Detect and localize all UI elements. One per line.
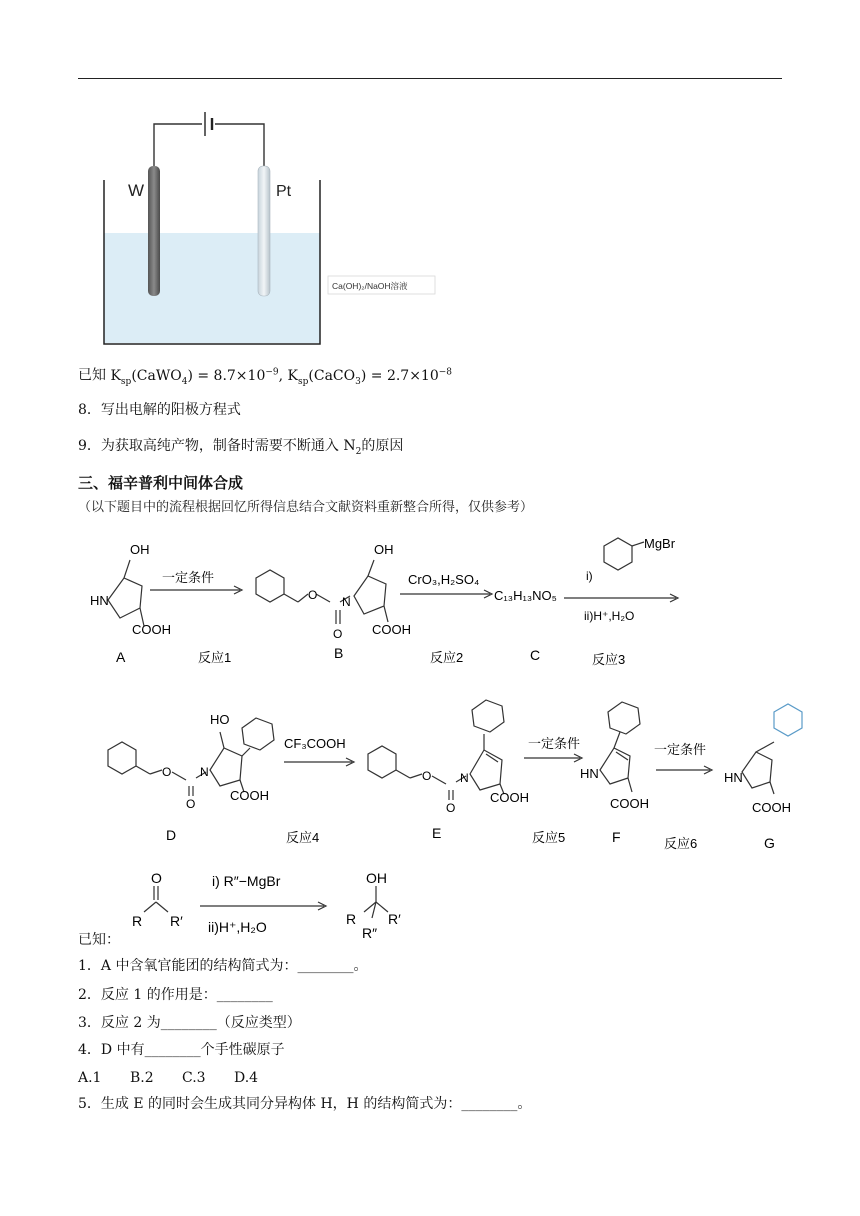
compound-f-hn: HN	[580, 766, 599, 781]
compound-f-ring	[600, 748, 630, 784]
ksp-caco3-exponent: −8	[438, 367, 453, 377]
header-rule	[78, 78, 782, 79]
compound-c-label: C	[530, 647, 541, 663]
compound-f-phenyl	[608, 702, 640, 734]
compound-b-n: N	[342, 595, 351, 609]
question-3-2	[78, 985, 273, 1005]
compound-a-cooh: COOH	[132, 622, 171, 637]
option-c: C.3	[182, 1070, 206, 1086]
answer-blank: ________	[297, 958, 354, 974]
compound-c-formula: C₁₃H₁₃NO₅	[494, 588, 557, 603]
section-3-note: （以下题目中的流程根据回忆所得信息结合文献资料重新整合所得，仅供参考）	[78, 500, 534, 515]
compound-d-n: N	[200, 765, 209, 779]
compound-a-label: A	[116, 649, 126, 665]
compound-g-label: G	[764, 835, 775, 851]
question-9-suffix: 的原因	[361, 438, 404, 454]
question-3-4	[78, 1040, 285, 1060]
question-3-5-text: 5．生成 E 的同时会生成其同分异构体 H，H 的结构简式为：	[78, 1096, 462, 1112]
known-product-r: R	[346, 911, 357, 927]
question-3-3	[78, 1013, 301, 1033]
grignard-phenyl	[604, 538, 632, 570]
compound-d-ho: HO	[210, 712, 230, 727]
platinum-electrode	[258, 166, 270, 296]
known-r: R	[132, 913, 143, 929]
known-product-r-double: R″	[362, 925, 378, 941]
question-3-1	[78, 956, 367, 976]
known-step-2: ii)H⁺,H₂O	[208, 919, 267, 935]
answer-blank: ________	[461, 1096, 518, 1112]
compound-g-cyclohexyl	[774, 704, 802, 736]
reaction-6-label: 反应6	[664, 836, 698, 851]
known-grignard-reaction	[128, 866, 428, 946]
question-3-1-suffix: 。	[353, 958, 368, 974]
electrolyte-solution	[104, 233, 320, 343]
known-ksp-line: 已知 $K_{sp}(CaWO_4) = 8.7\times 10^{-9}$, $K_{sp}(CaCO_3) = 2.7\times 10^{-8}$	[78, 367, 453, 387]
solution-label: Ca(OH)₂/NaOH溶液	[332, 281, 408, 291]
reaction-3-step2: ii)H⁺,H₂O	[584, 609, 635, 623]
compound-a-ring	[108, 578, 142, 618]
compound-b-benzene	[256, 570, 284, 602]
answer-blank: ________	[144, 1042, 201, 1058]
scheme-row-2	[100, 690, 810, 860]
reagent-mgbr: MgBr	[644, 536, 676, 551]
compound-b-label: B	[334, 645, 344, 661]
compound-f-label: F	[612, 829, 621, 845]
answer-blank: ________	[216, 987, 273, 1003]
condition-reaction-6: 一定条件	[654, 742, 707, 757]
compound-a-oh: OH	[130, 542, 150, 557]
compound-d-label: D	[166, 827, 177, 843]
known-product-r-prime: R′	[388, 911, 401, 927]
known-r-prime: R′	[170, 913, 183, 929]
option-a: A.1	[78, 1070, 102, 1086]
known-step-1: i) R″−MgBr	[212, 873, 281, 889]
compound-d-phenyl	[242, 718, 274, 750]
compound-b-carbonyl-o: O	[333, 627, 343, 641]
compound-e-o: O	[422, 769, 432, 783]
ksp-cawo4-label: CaWO	[136, 367, 182, 384]
ksp-caco3-value: 2.7×10	[386, 367, 439, 384]
question-3-3-suffix: （反应类型）	[216, 1015, 301, 1031]
compound-e-carbonyl-o: O	[446, 801, 456, 815]
question-3-5	[78, 1094, 531, 1114]
reaction-3-step1: i)	[586, 569, 593, 583]
known-label: 已知：	[78, 932, 120, 948]
known-prefix: 已知	[78, 367, 106, 384]
question-3-4-options	[78, 1068, 258, 1088]
tungsten-electrode	[148, 166, 160, 296]
electrolysis-figure	[78, 100, 458, 350]
compound-g-hn: HN	[724, 770, 743, 785]
compound-b-oh: OH	[374, 542, 394, 557]
condition-reaction-1: 一定条件	[162, 570, 215, 585]
compound-d-o: O	[162, 765, 172, 779]
question-3-5-suffix: 。	[517, 1096, 532, 1112]
condition-reaction-5: 一定条件	[528, 736, 581, 751]
answer-blank: ________	[160, 1015, 217, 1031]
compound-f-cooh: COOH	[610, 796, 649, 811]
reaction-4-label: 反应4	[286, 830, 320, 845]
question-9-text: 9．为获取高纯产物，制备时需要不断通入	[78, 438, 339, 454]
reaction-2-label: 反应2	[430, 650, 464, 665]
compound-b-o: O	[308, 588, 318, 602]
wire-left	[154, 124, 202, 172]
condition-reaction-2: CrO₃,H₂SO₄	[408, 572, 480, 587]
reaction-3-label: 反应3	[592, 652, 626, 667]
compound-g-ring	[742, 752, 772, 788]
known-product-oh: OH	[366, 870, 387, 886]
electrode-label-pt: Pt	[276, 183, 292, 200]
known-carbonyl-o: O	[151, 870, 162, 886]
question-9: 9．为获取高纯产物，制备时需要不断通入 $N_2$的原因	[78, 438, 404, 457]
reagent-reaction-4: CF₃COOH	[284, 736, 346, 751]
electrode-label-w: W	[128, 181, 145, 200]
scheme-row-1	[78, 530, 698, 680]
compound-b-ring	[354, 576, 386, 614]
compound-e-label: E	[432, 825, 442, 841]
compound-g-cooh: COOH	[752, 800, 791, 815]
compound-d-cooh: COOH	[230, 788, 269, 803]
compound-e-cooh: COOH	[490, 790, 529, 805]
question-3-4-suffix: 个手性碳原子	[200, 1042, 285, 1058]
compound-e-benzene	[368, 746, 396, 778]
compound-e-n: N	[460, 771, 469, 785]
ksp-cawo4-exponent: −9	[265, 367, 279, 377]
question-3-4-text: 4．D 中有	[78, 1042, 145, 1058]
question-8: 8．写出电解的阳极方程式	[78, 402, 241, 418]
compound-d-benzene	[108, 742, 136, 774]
compound-d-ring	[210, 748, 242, 786]
compound-e-phenyl	[472, 700, 504, 732]
wire-right	[215, 124, 264, 172]
compound-b-cooh: COOH	[372, 622, 411, 637]
question-3-1-text: 1．A 中含氧官能团的结构简式为：	[78, 958, 298, 974]
compound-d-carbonyl-o: O	[186, 797, 196, 811]
option-d: D.4	[234, 1070, 259, 1086]
ksp-cawo4-value: 8.7×10	[213, 367, 266, 384]
reaction-1-label: 反应1	[198, 650, 232, 665]
ksp-caco3-label: CaCO	[313, 367, 356, 384]
section-3-title: 三、福辛普利中间体合成	[78, 474, 244, 492]
reaction-5-label: 反应5	[532, 830, 566, 845]
compound-a-hn: HN	[90, 593, 109, 608]
option-b: B.2	[130, 1070, 154, 1086]
question-3-3-text: 3．反应 2 为	[78, 1015, 161, 1031]
compound-e-ring	[470, 750, 502, 790]
question-3-2-text: 2．反应 1 的作用是：	[78, 987, 217, 1003]
